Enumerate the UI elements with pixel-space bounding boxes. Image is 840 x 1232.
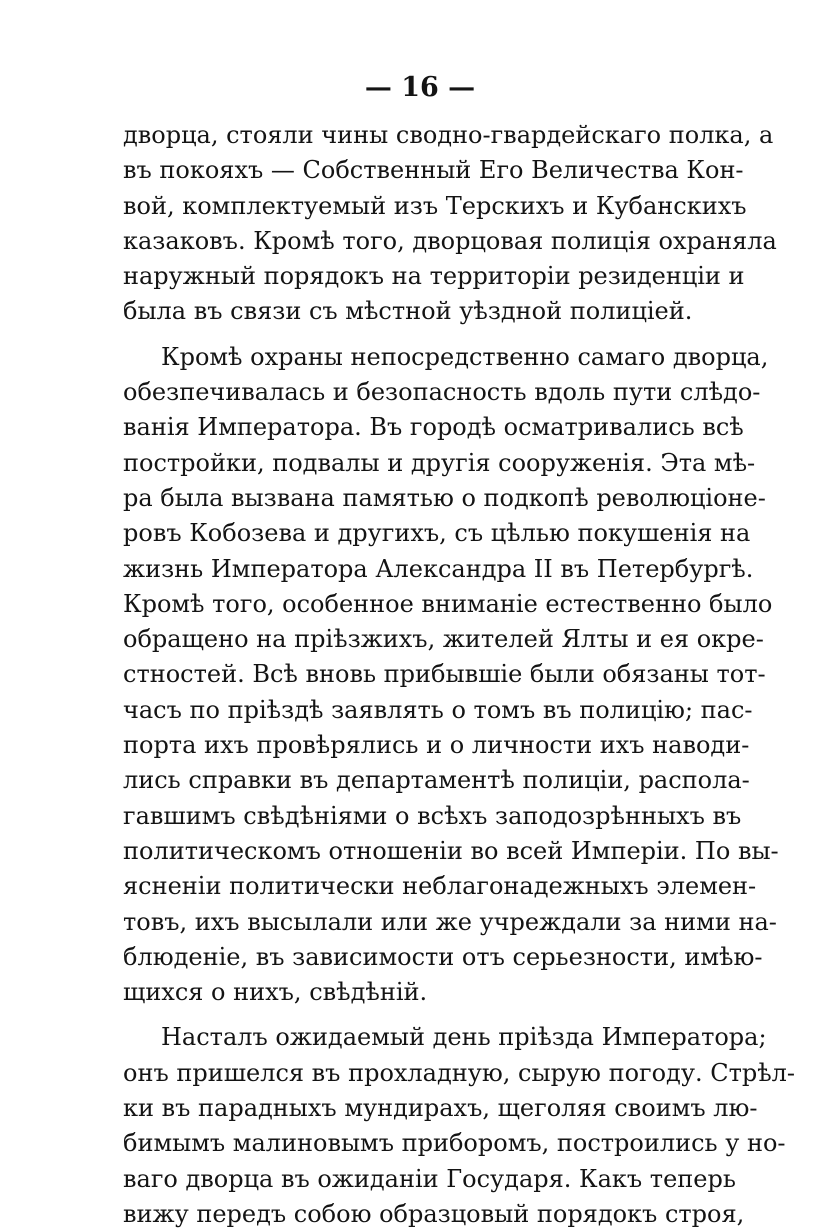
text-line: бимымъ малиновымъ приборомъ, построились у но- (123, 1129, 786, 1158)
text-line: ясненіи политически неблагонадежныхъ элемен- (123, 872, 757, 901)
text-line: лись справки въ департаментѣ полиціи, распола- (123, 766, 750, 795)
text-line: стностей. Всѣ вновь прибывшіе были обязаны тот- (123, 660, 766, 689)
text-line: щихся о нихъ, свѣдѣній. (123, 978, 428, 1007)
text-line: была въ связи съ мѣстной уѣздной полиціей. (123, 297, 693, 326)
text-line: дворца, стояли чины сводно-гвардейскаго полка, а (123, 121, 774, 149)
text-line: казаковъ. Кромѣ того, дворцовая полиція охраняла (123, 226, 777, 255)
text-line: ванія Императора. Въ городѣ осматривались всѣ (123, 413, 744, 442)
text-line: ровъ Кобозева и другихъ, съ цѣлью покушенія на (123, 519, 751, 548)
text-line: политическомъ отношеніи во всей Имперіи. По вы- (123, 836, 779, 865)
paragraph (123, 1020, 796, 1232)
text-line: часъ по пріѣздѣ заявлять о томъ въ полицію; пас- (123, 695, 753, 724)
text-line: ки въ парадныхъ мундирахъ, щеголяя своимъ лю- (123, 1094, 758, 1123)
text-line: порта ихъ провѣрялись и о личности ихъ наводи- (123, 731, 750, 760)
text-line: наружный порядокъ на территоріи резиденціи и (123, 262, 745, 291)
text-line: обезпечивалась и безопасность вдоль пути слѣдо- (123, 378, 761, 407)
text-line: вой, комплектуемый изъ Терскихъ и Кубанскихъ (123, 191, 747, 220)
paragraph-gap (123, 330, 681, 340)
text-line: товъ, ихъ высылали или же учреждали за ними на- (123, 907, 777, 936)
text-line: гавшимъ свѣдѣніями о всѣхъ заподозрѣнныхъ въ (123, 801, 742, 830)
text-line: въ покояхъ — Собственный Его Величества Кон- (123, 156, 744, 185)
paragraph-gap (123, 1010, 681, 1020)
text-line: блюденіе, въ зависимости отъ серьезности, имѣю- (123, 942, 763, 971)
paragraph (123, 118, 777, 330)
text-line: Насталъ ожидаемый день пріѣзда Императора; (161, 1023, 767, 1052)
text-line: постройки, подвалы и другія сооруженія. Эта мѣ- (123, 448, 756, 477)
text-line: ваго дворца въ ожиданіи Государя. Какъ теперь (123, 1164, 736, 1193)
paragraph (123, 340, 779, 1011)
text-line: Кромѣ охраны непосредственно самаго дворца, (161, 342, 769, 371)
text-line: вижу передъ собою образцовый порядокъ строя, (123, 1199, 745, 1228)
text-line: Кромѣ того, особенное вниманіе естественно было (123, 589, 773, 618)
page-number: — 16 — (364, 72, 476, 103)
text-line: ра была вызвана памятью о подкопѣ революціоне- (123, 483, 766, 512)
text-line: обращено на пріѣзжихъ, жителей Ялты и ея окре- (123, 625, 764, 654)
body-text (123, 118, 796, 1232)
text-line: жизнь Императора Александра II въ Петербургѣ. (123, 554, 754, 583)
text-line: онъ пришелся въ прохладную, сырую погоду. Стрѣл- (123, 1058, 796, 1087)
